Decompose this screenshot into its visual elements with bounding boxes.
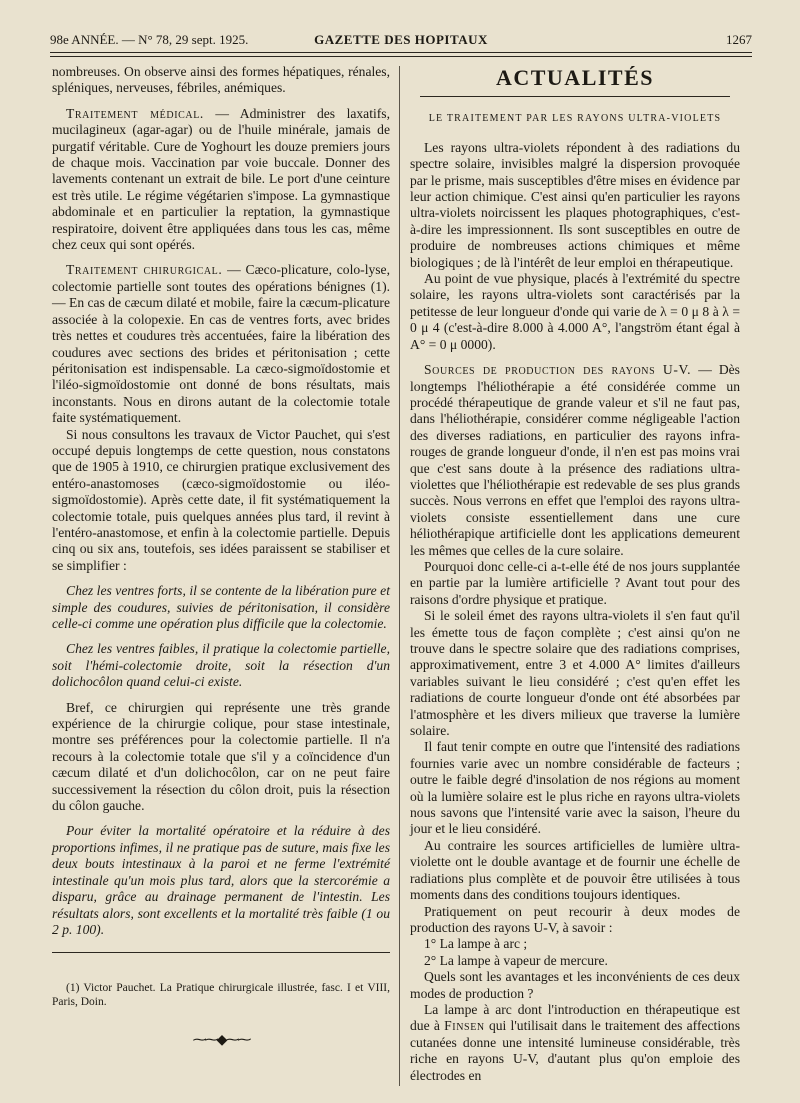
article-title: LE TRAITEMENT PAR LES RAYONS ULTRA-VIOLETS	[428, 113, 722, 125]
section-heading: Traitement médical.	[66, 105, 204, 121]
paragraph: Au point de vue physique, placés à l'extrémité du spectre solaire, les rayons ultra-violets sont caractérisés par la petitesse de leur longueur d'onde qui varie de λ = 0 μ 8 à λ = 0 μ 4 (c'est-à-dire 8.000 à 4.000 A°, l'angström étant égal à A° = 0 μ 0000).	[410, 271, 740, 352]
journal-title: GAZETTE DES HOPITAUX	[314, 32, 488, 47]
paragraph: Pourquoi donc celle-ci a-t-elle été de nos jours supplantée en partie par la lumière artificielle ? Avant tout pour des raisons d'ordre physique et pratique.	[410, 558, 740, 607]
left-column	[52, 64, 390, 1050]
header-rule	[50, 52, 752, 53]
paragraph: Pratiquement on peut recourir à deux modes de production des rayons U-V, à savoir :	[410, 903, 740, 935]
paragraph: La lampe à arc dont l'introduction en thérapeutique est due à Finsen qui l'utilisait dans le traitement des affections cutanées donne une intensité lumineuse considérable, très riche en rayons U-V, d'autant plus qu'on emploie des électrodes en	[410, 1001, 740, 1083]
paragraph-medical: Traitement médical. — Administrer des laxatifs, mucilagineux (agar-agar) ou de l'huile minérale, jamais de purgatif véritable. Cure de Yoghourt les douze premiers jours de chaque mois. Vaccination par voie buccale. Donner des lavements contenant un extrait de bile. Le port d'une ceinture est très utile. Le régime végétarien s'impose. La gymnastique abdominale et en particulier la reptation, la gymnastique respiratoire, doivent être appliquées dans tous les cas, même chez ceux qui sont opérés.	[52, 105, 390, 253]
paragraph: nombreuses. On observe ainsi des formes hépatiques, rénales, spléniques, nerveuses, fébriles, anémiques.	[52, 64, 390, 96]
right-column	[410, 64, 740, 1084]
section-title-box	[410, 65, 740, 97]
paragraph-sources: Sources de production des rayons U-V. — Dès longtemps l'héliothérapie a été considérée comme un procédé thérapeutique de grande valeur et s'il ne faut pas, dans l'héliothérapie, considérer comme négligeable l'action des diverses radiations, en particulier des rayons infra-rouges de grande longueur d'onde, il n'en est pas moins vrai que c'est sans doute à la présence des radiations ultra-violettes que l'héliothérapie est redevable de ses plus grands succès. Nous verrons en effet que l'emploi des rayons ultra-violets consiste essentiellement dans une cure héliothérapique artificielle dont les applications demeurent les mêmes que celles de la cure solaire.	[410, 362, 740, 558]
paragraph: Les rayons ultra-violets répondent à des radiations du spectre solaire, invisibles malgré la dispersion provoquée par le prisme, mais susceptibles d'être mises en évidence par leur action chimique. C'est ainsi qu'en particulier les rayons ultra-violets noircissent les plaques photographiques, c'est-à-dire les impressionnent. Ils sont susceptibles en outre de produire de nombreuses actions chimiques et même biologiques ; de là l'intérêt de leur emploi en thérapeutique.	[410, 139, 740, 270]
person-name: Finsen	[444, 1018, 485, 1034]
paragraph: Si le soleil émet des rayons ultra-violets il s'en faut qu'il les émette tous de façon complète ; c'est ainsi qu'on ne trouve dans le spectre solaire que des radiations comprises, approximativement, entre 3 et 4.000 A° limites d'ailleurs variables suivant le lieu considéré ; c'est qu'en effet les radiations de courte longueur d'onde ont été absorbées par l'atmosphère et les divers milieux que traverse la lumière solaire.	[410, 608, 740, 739]
ornament-icon: ⁓⁓◆⁓⁓	[192, 1033, 250, 1049]
header-rule-thin	[50, 56, 752, 57]
paragraph: Quels sont les avantages et les inconvénients de ces deux modes de production ?	[410, 969, 740, 1001]
list-item: 2° La lampe à vapeur de mercure.	[424, 952, 608, 968]
section-heading: Sources de production des rayons U-V.	[424, 362, 692, 378]
footnote: (1) Victor Pauchet. La Pratique chirurgicale illustrée, fasc. I et VIII, Paris, Doin.	[52, 982, 390, 1009]
paragraph-surgical: Traitement chirurgical. — Cæco-plicature, colo-lyse, colectomie partielle sont toutes des opérations bénignes (1). — En cas de cæcum dilaté et mobile, faire la cæcum-plicature associée à la colopexie. En cas de ventres forts, avec brides très nettes et coudures très accentuées, faire la libération des coudures avec sections des brides et péritonisation ; cette péritonisation est indispensable. La cæco-sigmoïdostomie et l'iléo-sigmoïdostomie ont donné de bons résultats, mais inconstants. Nous en dirons autant de la colectomie totale faite systématiquement.	[52, 262, 390, 426]
paragraph: Chez les ventres faibles, il pratique la colectomie partielle, soit l'hémi-colectomie droite, soit la résection d'un dolichocôlon quand celui-ci existe.	[52, 641, 390, 690]
running-header	[50, 28, 752, 50]
paragraph: Chez les ventres forts, il se contente de la libération pure et simple des coudures, suivies de péritonisation, il considère celle-ci comme une opération plus difficile que la colectomie.	[52, 583, 390, 631]
paragraph: Bref, ce chirurgien qui représente une très grande expérience de la chirurgie colique, pour stase intestinale, montre ses préférences pour la colectomie partielle. Il n'a recours à la colectomie totale que s'il y a coïncidence d'un cæcum dilaté et d'un dolichocôlon, car on ne peut faire successivement la résection du côlon droit, puis la résection du côlon gauche.	[52, 699, 390, 814]
paragraph: Pour éviter la mortalité opératoire et la réduire à des proportions infimes, il ne pratique pas de suture, mais fixe les deux bouts intestinaux à la paroi et ne ferme l'extrémité intestinale qu'un mois plus tard, alors que la stercorémie a disparu, grâce au drainage permanent de l'intestin. Les résultats alors, sont excellents et la mortalité très faible (1 ou 2 p. 100).	[52, 823, 390, 937]
paragraph: Si nous consultons les travaux de Victor Pauchet, qui s'est occupé depuis longtemps de cette question, nous constatons que de 1905 à 1910, ce chirurgien pratique exclusivement des entéro-anastomoses (cæco-sigmoïdostomie ou iléo-sigmoïdostomie). Après cette date, il fit systématiquement la colectomie totale, puis quelques années plus tard, il revint à l'entéro-anastomose, et enfin à la colectomie partielle. Depuis cinq ou six ans, toutefois, ses idées paraissent se stabiliser et se simplifier :	[52, 426, 390, 573]
paragraph: Au contraire les sources artificielles de lumière ultra-violette ont le double avantage et de fournir une échelle de radiations plus complète et de pouvoir être utilisées à tous moments dans des conditions toujours identiques.	[410, 837, 740, 903]
list-item: 1° La lampe à arc ;	[424, 936, 528, 952]
paragraph: Il faut tenir compte en outre que l'intensité des radiations fournies varie avec un nombre considérable de facteurs ; outre le faible degré d'insolation de nos régions au moment où la lumière solaire est le plus riche en rayons ultra-violets nous savons que l'intensité varie avec la saison, l'heure du jour et le lieu considéré.	[410, 739, 740, 837]
title-rule	[420, 96, 730, 97]
section-title: ACTUALITÉS	[495, 65, 655, 90]
issue-info: 98e ANNÉE. — N° 78, 29 sept. 1925.	[50, 32, 249, 47]
page-number: 1267	[726, 32, 752, 47]
column-divider	[399, 66, 400, 1086]
section-heading: Traitement chirurgical.	[66, 262, 223, 278]
